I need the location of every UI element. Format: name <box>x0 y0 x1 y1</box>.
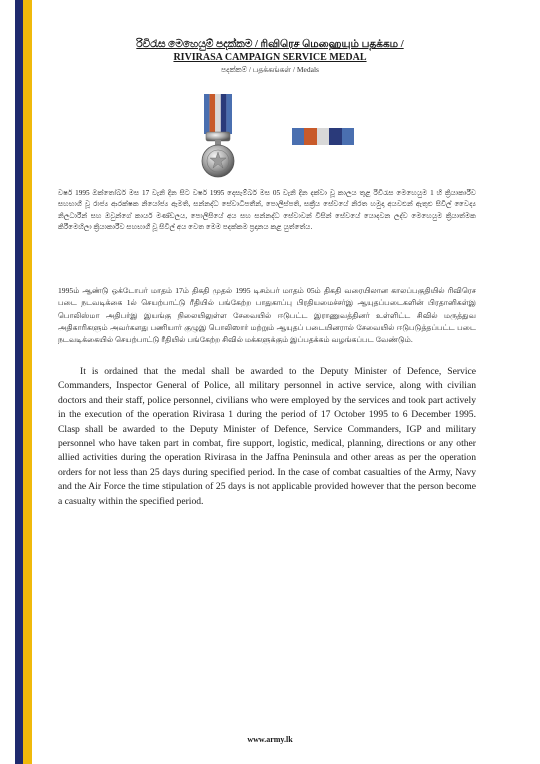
ribbon-stripe <box>292 128 304 145</box>
ribbon-stripe <box>304 128 316 145</box>
page-header <box>40 38 500 75</box>
ribbon-stripe <box>342 128 354 145</box>
page-title-sinhala-tamil: රිවිරැස මෙහෙයුම් පදක්කම / ரிவிரெச மெஹையும் பதக்கம / <box>136 39 404 50</box>
ribbon-stripe <box>317 128 329 145</box>
page-subtitle: පදක්කම් / பதக்கங்கள் / Medals <box>221 65 319 74</box>
paragraph-english: It is ordained that the medal shall be awarded to the Deputy Minister of Defence, Service Commanders, Inspector General of Police, all military personnel in active service, along with civilian doctors and their staff, police personnel, civilians who were employed by the services and took part actively in the execution of the operation Rivirasa 1 during the period of 17 October 1995 to 6 December 1995. Clasp shall be awarded to the Deputy Minister of Defence, Service Commanders, IGP and military personnel who have taken part in combat, fire support, logistic, medical, planning, directions or any other allied activities during the operation Rivirasa in the Jaffna Peninsula and other areas as per the operation orders for not less than 25 days during specified period. In the case of combat casualties of the Army, Navy and the Air Force the time stipulation of 25 days is not applicable provided however that the person become a casualty within the specified period. <box>58 366 476 507</box>
left-border-stripe-navy <box>15 0 23 764</box>
medal-icon <box>198 94 238 182</box>
footer-website-link[interactable]: www.army.lk <box>247 735 293 744</box>
ribbon-bar <box>292 128 354 145</box>
page-title-english: RIVIRASA CAMPAIGN SERVICE MEDAL <box>173 52 367 63</box>
left-border-stripe-gold <box>23 0 32 764</box>
paragraph-tamil: 1995ம் ஆண்டு ஒக்டோபர் மாதம் 17ம் திகதி முதல் 1995 டிசம்பர் மாதம் 05ம் திகதி வரையிலான காலப்பகுதியில் ரிவிரெச படை நடவடிக்கை 1ல் செயற்பாட்டு ரீதியில் பங்கேற்ற பாதுகாப்பு பிரதியமைச்சர்இ ஆயுதப்படைகளின் பிரதானிகள்இ பொலிஸ்மா அதிபர்இ இயங்கு நிலையிலுள்ள சேவையில் ஈடுபட்ட இராணுவத்தினர் உள்ளிட்ட சிவில் மருத்துவ அதிகாரிகளும் அவர்களது பணியார் குழுஇ பொலிஸார் மற்றும் ஆயுதப் படையினரால் சேவையில் ஈடுபடுத்தப்பட்ட படை நடவடிக்கையில் செயற்பாட்டு ரீதியில் பங்கேற்ற சிவில் மக்களுக்கும் இப்பதக்கம் வழங்கப்பட வேண்டும். <box>58 286 476 345</box>
paragraph-sinhala: වර්ෂ 1995 ඔක්තෝබර් මස 17 වැනි දින සිට වර්ෂ 1995 දෙසැම්බර් මස 05 වැනි දින දක්වා වූ කාලය තුළ රිවිරැස මෙහෙයුම 1 හි ක්‍රියාකාරීව සහභාගී වූ රාජ්‍ය ආරක්ෂක නියෝජ්‍ය ඇමති, සන්නද්ධ සේවාධිපතීන්, පොලිස්පති, සක්‍රීය සේවයේ නිරත හමුදා අයවළුන් ඇතුළු සිවිල් වෛද්‍ය නිලධාරීන් සහ ඔවුන්ගේ කාර්ය මණ්ඩලය, පොලිසියේ අය සහ සන්නද්ධ සේවාවන් විසින් සේවයේ යොදවන ලද්ව මෙහෙයුම ක්‍රියාත්මක කිරීමෙහිලා ක්‍රියාකාරීව සහභාගී වූ සිවිල් අය වෙත මෙම පදක්කම ප්‍රදානය කළ යුත්තේය. <box>58 189 476 231</box>
ribbon-stripe <box>329 128 341 145</box>
